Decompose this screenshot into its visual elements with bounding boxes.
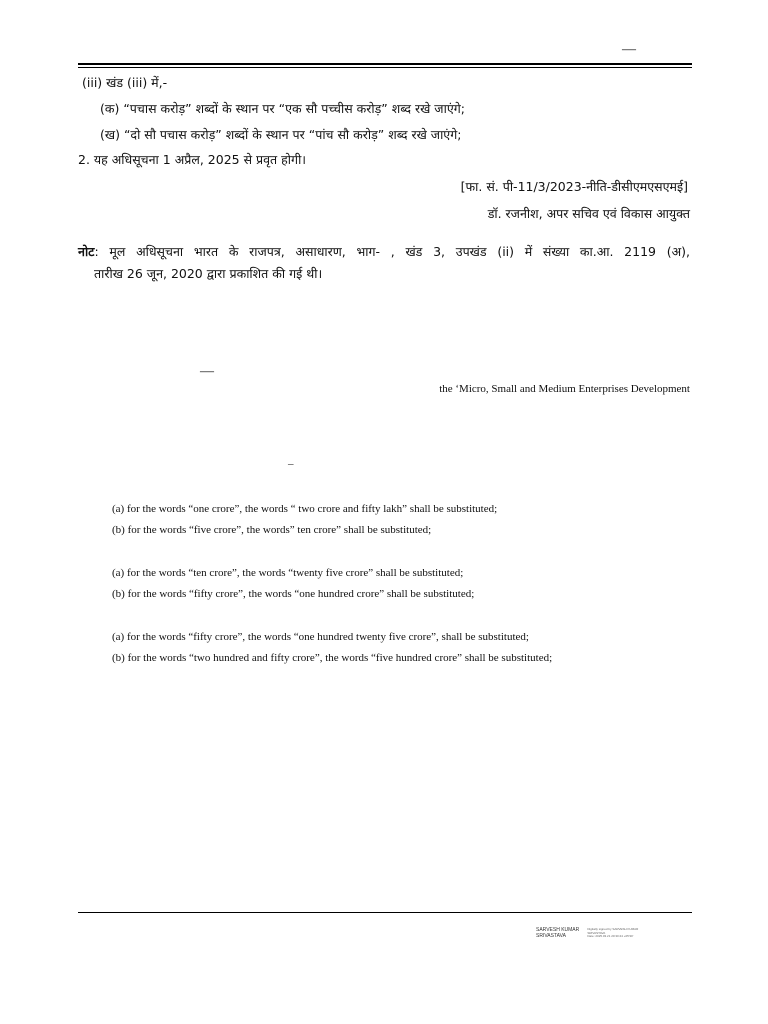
group2-item-b: (b) for the words “fifty crore”, the words “one hundred crore” shall be substituted;: [112, 588, 475, 600]
note-text-1: : मूल अधिसूचना भारत के राजपत्र, असाधारण, भाग- , खंड 3, उपखंड (ii) में संख्या का.आ. 2119 (अ),: [94, 244, 690, 259]
english-section-dash: —: [200, 364, 214, 379]
sub-clause-ka: (क) “पचास करोड़” शब्दों के स्थान पर “एक सौ पच्चीस करोड़” शब्द रखे जाएंगे;: [100, 101, 465, 116]
footer-rule: [78, 912, 692, 913]
signatory: डॉ. रजनीश, अपर सचिव एवं विकास आयुक्त: [487, 206, 690, 221]
clause-iii: (iii) खंड (iii) में,-: [82, 75, 168, 90]
note-line-1: [78, 241, 690, 263]
signature-details: [587, 928, 638, 939]
header-rule-bottom: [78, 67, 692, 68]
signer-name-line-1: SARVESH KUMAR: [536, 927, 580, 933]
group3-item-b: (b) for the words “two hundred and fifty crore”, the words “five hundred crore” shall be substituted;: [112, 652, 553, 664]
signer-name: [536, 927, 579, 939]
note-block: [78, 241, 690, 285]
sub-clause-kha: (ख) “दो सौ पचास करोड़” शब्दों के स्थान पर “पांच सौ करोड़” शब्द रखे जाएंगे;: [100, 127, 462, 142]
group3-item-a: (a) for the words “fifty crore”, the words “one hundred twenty five crore”, shall be substituted;: [112, 631, 529, 643]
header-dash: —: [622, 42, 636, 57]
group1-item-a: (a) for the words “one crore”, the words “ two crore and fifty lakh” shall be substituted;: [112, 503, 498, 515]
group2-item-a: (a) for the words “ten crore”, the words “twenty five crore” shall be substituted;: [112, 567, 464, 579]
note-label: नोट: [78, 244, 95, 259]
paragraph-2: 2. यह अधिसूचना 1 अप्रैल, 2025 से प्रवृत होगी।: [78, 152, 307, 167]
act-title-fragment: the ‘Micro, Small and Medium Enterprises Development: [439, 383, 690, 395]
note-line-2: तारीख 26 जून, 2020 द्वारा प्रकाशित की गई थी।: [94, 266, 323, 281]
digital-signature-stamp: [536, 927, 638, 946]
signature-detail-2: SRIVASTAVA: [587, 930, 606, 935]
signature-detail-1: Digitally signed by SARVESH KUMAR: [587, 927, 639, 931]
signer-name-line-2: SRIVASTAVA: [536, 933, 566, 939]
signature-detail-3: Date: 2025.03.21 20:30:44 +05'30': [587, 934, 634, 939]
file-number: [फा. सं. पी-11/3/2023-नीति-डीसीएमएसएमई]: [460, 179, 688, 194]
header-rule-top: [78, 63, 692, 65]
group1-item-b: (b) for the words “five crore”, the words” ten crore” shall be substituted;: [112, 524, 432, 536]
small-dash: –: [288, 458, 294, 470]
